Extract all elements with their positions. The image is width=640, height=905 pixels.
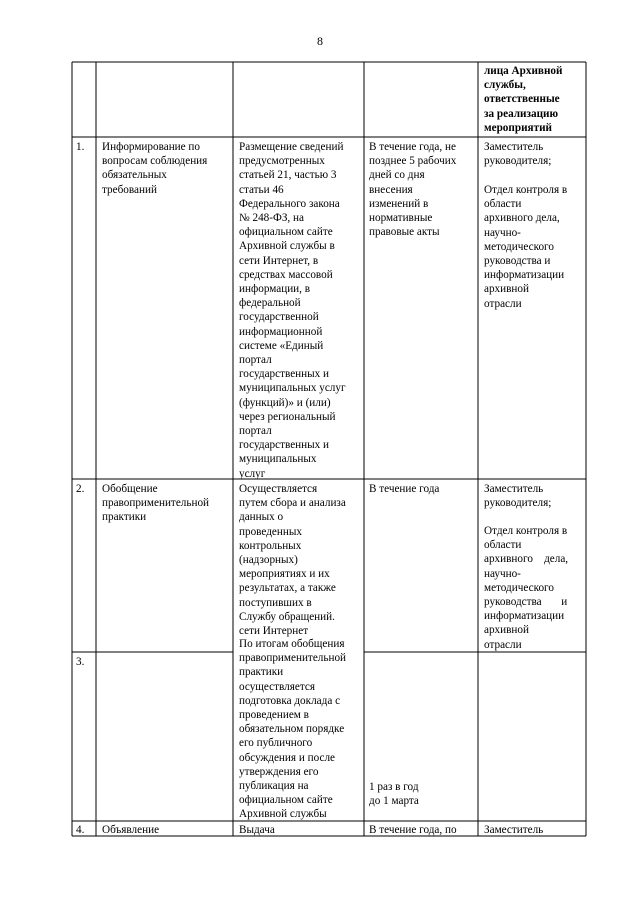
row-1-name: Информирование по вопросам соблюдения обязательных требований [102, 141, 208, 196]
row-4-number: 4. [76, 824, 85, 836]
row-2-deadline: В течение года [369, 483, 440, 495]
row-3-content: По итогам обобщения правоприменительной практики осуществляется подготовка доклада с проведением в обязательном порядке его публичного обсуждения и после утверждения его публикация на официальном сайте Архивной службы [239, 638, 347, 821]
row-2-responsible-1: Заместитель руководителя; [484, 483, 552, 510]
row-2-name: Обобщение правоприменительной практики [102, 483, 210, 524]
row-3-deadline: 1 раз в год до 1 марта [369, 781, 419, 808]
page-number: 8 [317, 34, 323, 48]
row-4-content: Выдача [239, 824, 275, 836]
row-4-deadline: В течение года, по [369, 824, 457, 836]
row-1-content: Размещение сведений предусмотренных статьей 21, частью 3 статьи 46 Федерального закона № 248-ФЗ, на официальном сайте Архивной службы в сети Интернет, в средствах массовой информации, в федеральной государственной информационной системе «Единый портал государственных и муниципальных услуг (функций)» и (или) через региональный портал государственных и муниципальных услуг [239, 141, 346, 480]
row-1-deadline: В течение года, не позднее 5 рабочих дней со дня внесения изменений в нормативные правовые акты [369, 141, 457, 239]
row-4-responsible-1: Заместитель [484, 824, 544, 836]
row-2-content: Осуществляется путем сбора и анализа данных о проведенных контрольных (надзорных) мероприятиях и их результатах, а также поступивших в Службу обращений. сети Интернет [239, 483, 346, 638]
row-4-name: Объявление [102, 824, 160, 836]
row-1-responsible-2: Отдел контроля в области архивного дела, научно- методического руководства и информатизации архивной отрасли [484, 184, 568, 310]
header-responsible: лица Архивной службы, ответственные за реализацию мероприятий [484, 65, 563, 134]
row-1-responsible-1: Заместитель руководителя; [484, 141, 552, 168]
row-2-number: 2. [76, 483, 85, 495]
row-2-responsible-2: Отдел контроля в области архивного дела, научно- методического руководства и информатизации архивной отрасли [484, 525, 569, 651]
row-3-number: 3. [76, 656, 85, 668]
row-1-number: 1. [76, 141, 85, 153]
